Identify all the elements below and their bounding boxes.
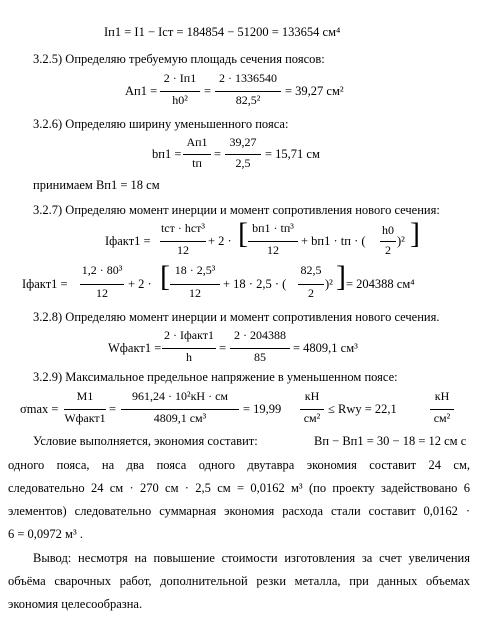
formula-lhs: Wфакт1 = [108, 341, 162, 355]
formula-lhs: Iфакт1 = [105, 234, 151, 248]
text-line: Вывод: несмотря на повышение стоимости изготовления за счет увеличения [33, 551, 470, 565]
step-3-2-6: 3.2.6) Определяю ширину уменьшенного пояса: [33, 117, 289, 131]
fraction-bar [160, 241, 206, 242]
denominator: 82,5² [235, 93, 261, 107]
denominator: см² [303, 411, 321, 425]
denominator: 85 [254, 350, 266, 364]
fraction-bar [160, 91, 200, 92]
numerator: кН [304, 389, 320, 403]
step-3-2-5: 3.2.5) Определяю требуемую площадь сечения поясов: [33, 52, 325, 66]
fraction-bar [225, 154, 261, 155]
numerator: 82,5 [300, 263, 322, 277]
denominator: см² [433, 411, 451, 425]
term: )² [397, 234, 405, 248]
denominator: h [186, 350, 192, 364]
document-page: Iп1 = I1 − Iст = 184854 − 51200 = 133654 см⁴ 3.2.5) Определяю требуемую площадь сечения поясов: Aп1 = 2 · Iп1 h0² = 2 · 1336540 82,5² = 39,27 см² 3.2.6) Определяю ширину уменьшенного пояса: bп1 = Aп1 tп = 39,27 2,5 = 15,71 см принимаем Bп1 = 18 см 3.2.7) Определяю момент инерции и момент сопротивления нового сечения: Iфакт1 = tст · hст³ 12 + 2 · [ bп1 · tп³ 12 + bп1 · tп · ( h0 2 )² ] Iфакт1 = 1,2 · 80³ 12 + 2 · [ 18 · 2,5³ 12 + 18 · 2,5 · ( 82,5 2 )² ] = 204388 см⁴ 3.2.8) Определяю момент инерции и момент сопротивления нового сечения. Wфакт1 = 2 · Iфакт1 h = 2 · 204388 85 = 4809,1 см³ 3.2.9) Максимальное предельное напряжение в уменьшенном поясе: σmax = M1 Wфакт1 = 961,24 · 10²кН · см 4809,1 см³ = 19,99 кН см² ≤ Rwy = 22,1 кН см² Условие выполняется, экономия составит: Bп − Bп1 = 30 − 18 = 12 см с одного пояса, на два пояса одного двутавра экономия составит 24 см, следовательно 24 см · 270 см · 2,5 см = 0,0162 м³ (по проекту задействовано 6 элементов) следовательно суммарная экономия расхода стали составит 0,0162 · 6 = 0,0972 м³ . Вывод: несмотря на повышение стоимости изготовления за счет увеличения объёма сварочных работ, дополнительной резки металла, при данных объемах экономия целесообразна. [8, 25, 470, 611]
fraction-bar [230, 348, 290, 349]
formula-result: = 15,71 см [265, 147, 320, 161]
numerator: tст · hст³ [160, 221, 206, 235]
numerator: 2 · Iп1 [163, 71, 197, 85]
term: + bп1 · tп · ( [301, 234, 366, 248]
numerator: 2 · Iфакт1 [163, 328, 214, 342]
fraction-bar [121, 409, 239, 410]
text-line: элементов) следовательно суммарная экономия расхода стали составит 0,0162 · [8, 504, 470, 518]
term: ≤ Rwy = 22,1 [328, 402, 397, 416]
fraction-bar [183, 154, 211, 155]
fraction-bar [215, 91, 281, 92]
fraction-bar [300, 409, 324, 410]
formula-lhs: bп1 = [152, 147, 182, 161]
denominator: 12 [96, 286, 108, 300]
denominator: 2 [385, 243, 391, 257]
text-line: Bп − Bп1 = 30 − 18 = 12 см с [314, 434, 467, 448]
numerator: кН [434, 389, 450, 403]
numerator: 2 · 204388 [234, 328, 286, 342]
text-line: экономия целесообразна. [8, 597, 143, 611]
numerator: h0 [382, 223, 394, 237]
fraction-bar [64, 409, 106, 410]
numerator: 1,2 · 80³ [81, 263, 123, 277]
denominator: 12 [267, 243, 279, 257]
operator: + 2 · [208, 234, 232, 248]
accept-line: принимаем Bп1 = 18 см [33, 178, 160, 192]
step-3-2-8: 3.2.8) Определяю момент инерции и момент сопротивления нового сечения. [33, 310, 440, 324]
denominator: 2,5 [235, 156, 251, 170]
fraction-bar [430, 409, 454, 410]
text-line: Условие выполняется, экономия составит: [33, 434, 258, 448]
fraction-bar [170, 284, 220, 285]
denominator: 2 [308, 286, 314, 300]
formula-result: = 4809,1 см³ [293, 341, 358, 355]
formula-lhs: Aп1 = [125, 84, 158, 98]
numerator: M1 [76, 389, 94, 403]
numerator: 2 · 1336540 [219, 71, 277, 85]
formula-result: = 204388 см⁴ [346, 277, 415, 291]
fraction-bar [162, 348, 216, 349]
text-line: одного пояса, на два пояса одного двутавра экономия составит 24 см, [8, 458, 470, 472]
fraction-bar [380, 241, 396, 242]
numerator: 18 · 2,5³ [174, 263, 216, 277]
denominator: 12 [189, 286, 201, 300]
denominator: tп [192, 156, 202, 170]
text-line: объёма сварочных работ, дополнительной резки металла, при данных объемах [8, 574, 470, 588]
term: + 18 · 2,5 · ( [223, 277, 287, 291]
denominator: 12 [177, 243, 189, 257]
formula-result: = 39,27 см² [285, 84, 344, 98]
step-3-2-7: 3.2.7) Определяю момент инерции и момент сопротивления нового сечения: [33, 203, 440, 217]
step-3-2-9: 3.2.9) Максимальное предельное напряжение в уменьшенном поясе: [33, 370, 398, 384]
operator: + 2 · [128, 277, 152, 291]
fraction-bar [298, 284, 324, 285]
denominator: h0² [172, 93, 188, 107]
formula-lhs: σmax = [20, 402, 59, 416]
numerator: Aп1 [186, 135, 208, 149]
denominator: Wфакт1 [64, 411, 106, 425]
term: )² [325, 277, 333, 291]
text-line: следовательно 24 см · 270 см · 2,5 см = 0,0162 м³ (по проекту задействовано 6 [8, 481, 470, 495]
equation-ip1: Iп1 = I1 − Iст = 184854 − 51200 = 133654 см⁴ [104, 25, 341, 39]
numerator: bп1 · tп³ [252, 221, 294, 235]
numerator: 961,24 · 10²кН · см [131, 389, 228, 403]
fraction-bar [80, 284, 124, 285]
fraction-bar [248, 241, 298, 242]
denominator: 4809,1 см³ [153, 411, 207, 425]
text-line: 6 = 0,0972 м³ . [8, 527, 83, 541]
numerator: 39,27 [229, 135, 257, 149]
formula-lhs: Iфакт1 = [22, 277, 68, 291]
term: = 19,99 [243, 402, 282, 416]
